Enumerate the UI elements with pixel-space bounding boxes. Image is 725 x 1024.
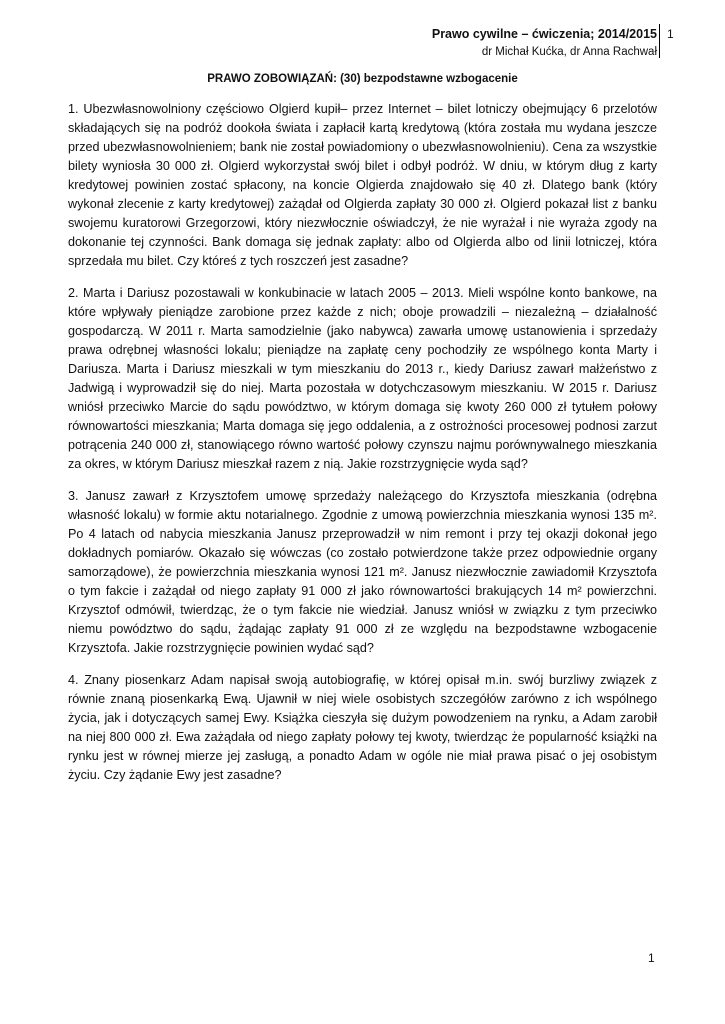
course-title: Prawo cywilne – ćwiczenia; 2014/2015 (431, 27, 657, 41)
document-title: PRAWO ZOBOWIĄZAŃ: (30) bezpodstawne wzbogacenie (207, 73, 518, 85)
page-header (257, 27, 657, 60)
case-3-paragraph: 3. Janusz zawarł z Krzysztofem umowę sprzedaży należącego do Krzysztofa mieszkania (odrębna własność lokalu) w formie aktu notarialnego. Zgodnie z umową powierzchnia mieszkania wynosi 135 m². Po 4 latach od nabycia mieszkania Janusz przeprowadził w nim remont i przy tej okazji dokonał jego dokładnych pomiarów. Okazało się wówczas (co zostało potwierdzone także przez odpowiednie organy samorządowe), że powierzchnia mieszkania wynosi 121 m². Janusz niezwłocznie zawiadomił Krzysztofa o tym fakcie i zażądał od niego zapłaty 91 000 zł jako równowartości brakujących 14 m² powierzchni. Krzysztof odmówił, twierdząc, że o tym fakcie nie wiedział. Janusz wniósł w związku z tym przeciwko niemu powództwo do sądu, żądając zapłaty 91 000 zł ze względu na bezpodstawne wzbogacenie Krzysztofa. Jakie rozstrzygnięcie powinien wydać sąd? (68, 489, 657, 655)
header-page-number: 1 (667, 27, 674, 41)
document-body (68, 100, 657, 798)
header-divider (659, 24, 660, 58)
footer-page-number: 1 (648, 951, 655, 965)
case-1-paragraph: 1. Ubezwłasnowolniony częściowo Olgierd kupił– przez Internet – bilet lotniczy obejmujący 6 przelotów składających się na podróż dookoła świata i zapłacił kartą kredytową (która została mu wydana jeszcze przed ubezwłasnowolnieniem; bank nie został powiadomiony o ubezwłasnowolnieniu). Cena za wszystkie bilety wyniosła 30 000 zł. Olgierd wykorzystał swój bilet i odbył podróż. W dniu, w którym dług z karty kredytowej powinien zostać spłacony, na koncie Olgierda znajdowało się 40 zł. Dlatego bank (który wykonał zlecenie z karty kredytowej) zażądał od Olgierda zapłaty 30 000 zł. Olgierd pokazał list z banku swojemu kuratorowi Grzegorzowi, który niezwłocznie oświadczył, że nie wyrażał i nie wyraża zgody na dokonanie tej czynności. Bank domaga się jednak zapłaty: albo od Olgierda albo od linii lotniczej, która sprzedała mu bilet. Czy któreś z tych roszczeń jest zasadne? (68, 102, 657, 268)
course-authors: dr Michał Kućka, dr Anna Rachwał (481, 46, 657, 58)
case-4-paragraph: 4. Znany piosenkarz Adam napisał swoją autobiografię, w której opisał m.in. swój burzliwy związek z równie znaną piosenkarką Ewą. Ujawnił w niej wiele osobistych szczegółów zarówno z ich wspólnego życia, jak i dotyczących samej Ewy. Książka cieszyła się dużym powodzeniem na rynku, a Adam zarobił na niej 800 000 zł. Ewa zażądała od niego zapłaty połowy tej kwoty, twierdząc że popularność książki na rynku jest w równej mierze jej zasługą, a ponadto Adam w ogóle nie miał prawa pisać o jej osobistym życiu. Czy żądanie Ewy jest zasadne? (68, 673, 657, 782)
case-2-paragraph: 2. Marta i Dariusz pozostawali w konkubinacie w latach 2005 – 2013. Mieli wspólne konto bankowe, na które wpływały pieniądze zarobione przez każde z nich; oboje prowadzili – niezależną – działalność gospodarczą. W 2011 r. Marta samodzielnie (jako nabywca) zawarła umowę ustanowienia i sprzedaży prawa odrębnej własności lokalu; pieniądze na zapłatę ceny pochodziły ze wspólnego konta Marty i Dariusza. Marta i Dariusz mieszkali w tym mieszkaniu do 2013 r., kiedy Dariusz zawarł małżeństwo z Jadwigą i wyprowadził się do niej. Marta pozostała w dotychczasowym mieszkaniu. W 2015 r. Dariusz wniósł przeciwko Marcie do sądu powództwo, w którym domaga się kwoty 260 000 zł tytułem połowy równowartości mieszkania; Marta domaga się jego oddalenia, a z ostrożności procesowej podnosi zarzut potrącenia 240 000 zł, stanowiącego równo wartość połowy czynszu najmu porównywalnego mieszkania za okres, w którym Dariusz mieszkał razem z nią. Jakie rozstrzygnięcie wyda sąd? (68, 286, 657, 471)
